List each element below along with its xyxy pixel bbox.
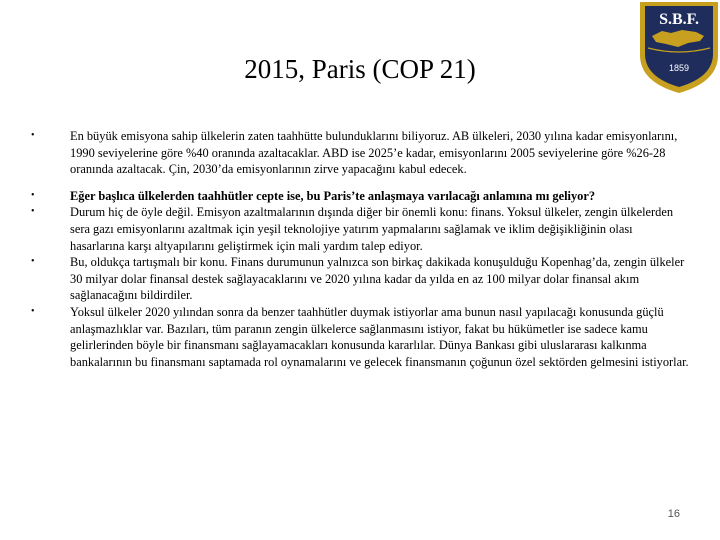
- bullet-icon: •: [31, 206, 35, 218]
- sbf-logo: [638, 0, 720, 95]
- logo-text: S.B.F.: [659, 11, 699, 28]
- bullet-icon: •: [31, 305, 35, 317]
- bullet-item: [30, 204, 690, 254]
- bullet-icon: •: [31, 189, 35, 201]
- bullet-icon: •: [31, 130, 35, 141]
- slide-title: 2015, Paris (COP 21): [244, 54, 476, 84]
- bullet-item: [30, 128, 690, 178]
- sbf-shield-icon: [638, 0, 720, 95]
- bullet-text: En büyük emisyona sahip ülkelerin zaten taahhütte bulunduklarını biliyoruz. AB ülkeleri, 2030 yılına kadar emisyonlarını, 1990 seviyelerine göre %40 oranında azaltacaklar. ABD ise 2025’e kadar, emisyonlarını 2005 seviyelerine göre %26-28 oranında azaltacak. Çin, 2030’da emisyonlarının zirve yapacağını kabul edecek.: [70, 129, 678, 177]
- logo-year: 1859: [668, 63, 690, 73]
- bullet-text: Eğer başlıca ülkelerden taahhütler cepte ise, bu Paris’te anlaşmaya varılacağı anlamına mı geliyor?: [70, 188, 596, 203]
- bullet-text: Bu, oldukça tartışmalı bir konu. Finans durumunun yalnızca son birkaç dakikada konuşulduğu Kopenhag’da, zengin ülkeler 30 milyar dolar finansal destek sağlayacaklarını ve 2020 yılına kadar da yılda en az 100 milyar dolar finansal akım sağlanacağını bildirdiler.: [70, 255, 685, 303]
- bullet-text: Durum hiç de öyle değil. Emisyon azaltmalarının dışında diğer bir önemli konu: finans. Yoksul ülkeler, zengin ülkelerden sera gazı emisyonlarını azaltmak için yeşil teknolojiye yatırım yapmalarını sağlamak ve iklim değişikliğinin olası hasarlarına karşı altyapılarını geliştirmek için mali yardım talep ediyor.: [70, 205, 674, 253]
- bullet-icon: •: [31, 256, 35, 268]
- bullet-item: [30, 254, 690, 304]
- page-number: 16: [667, 508, 680, 520]
- bullet-item: [30, 304, 690, 370]
- bullet-list: [30, 128, 690, 370]
- bullet-text: Yoksul ülkeler 2020 yılından sonra da benzer taahhütler duymak istiyorlar ama bunun nasıl yapılacağı konusunda güçlü anlaşmazlıklar var. Bazıları, tüm paranın zengin ülkelerce sağlanmasını istiyor, fakat bu hükümetler ise sadece kamu gelirlerinden böyle bir finansmanı sağlayamacakları konusunda kararlılar. Dünya Bankası gibi uluslararası kalkınma bankalarının bu finansmanı saptamada rol oynamalarını ve gelecek finansmanın çoğunun özel sektörden gelmesini istiyorlar.: [70, 304, 689, 369]
- bullet-item: [30, 188, 690, 205]
